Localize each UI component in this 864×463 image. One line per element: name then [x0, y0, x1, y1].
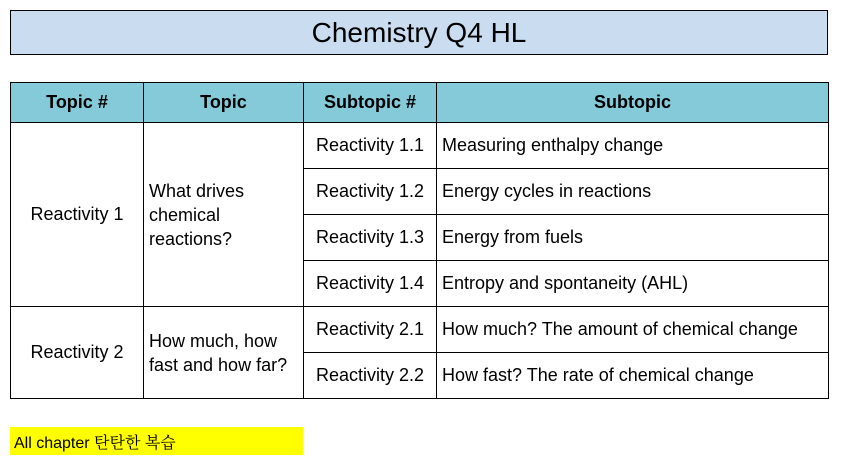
highlight-note	[10, 427, 303, 455]
highlight-note-text: All chapter 탄탄한 복습	[14, 434, 176, 452]
subtopic-name-cell: Entropy and spontaneity (AHL)	[437, 261, 829, 307]
header-topic: Topic	[144, 83, 304, 123]
topic-name-cell: What drives chemical reactions?	[144, 123, 304, 307]
page-title	[10, 10, 828, 55]
topic-name-cell: How much, how fast and how far?	[144, 307, 304, 399]
subtopic-name-cell: How much? The amount of chemical change	[437, 307, 829, 353]
topics-table	[10, 82, 829, 399]
subtopic-name-cell: Energy from fuels	[437, 215, 829, 261]
subtopic-number-cell: Reactivity 2.1	[304, 307, 437, 353]
table-row	[11, 123, 829, 169]
table-row	[11, 307, 829, 353]
table-header-row	[11, 83, 829, 123]
subtopic-number-cell: Reactivity 2.2	[304, 353, 437, 399]
subtopic-number-cell: Reactivity 1.3	[304, 215, 437, 261]
topic-number-cell: Reactivity 1	[11, 123, 144, 307]
subtopic-number-cell: Reactivity 1.1	[304, 123, 437, 169]
subtopic-name-cell: Measuring enthalpy change	[437, 123, 829, 169]
subtopic-number-cell: Reactivity 1.4	[304, 261, 437, 307]
header-subtopic: Subtopic	[437, 83, 829, 123]
subtopic-name-cell: How fast? The rate of chemical change	[437, 353, 829, 399]
header-subtopic-number: Subtopic #	[304, 83, 437, 123]
page-title-text: Chemistry Q4 HL	[311, 16, 527, 48]
subtopic-number-cell: Reactivity 1.2	[304, 169, 437, 215]
subtopic-name-cell: Energy cycles in reactions	[437, 169, 829, 215]
topic-number-cell: Reactivity 2	[11, 307, 144, 399]
header-topic-number: Topic #	[11, 83, 144, 123]
